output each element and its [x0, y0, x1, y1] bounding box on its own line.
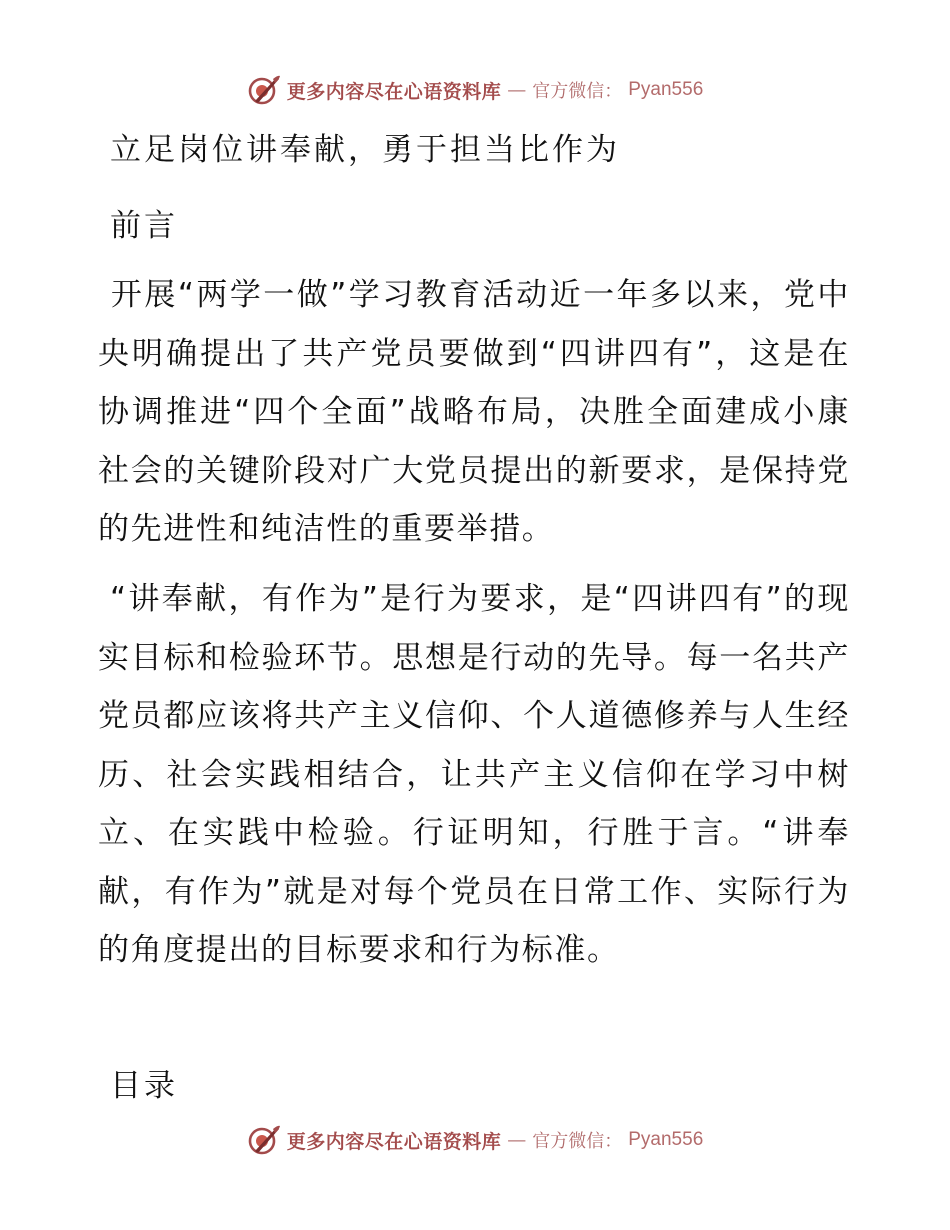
- toc-heading: 目录: [110, 1068, 178, 1104]
- paragraph-intro-text: 开展“两学一做”学习教育活动近一年多以来，党中央明确提出了共产党员要做到“四讲四有”，这是在协调推进“四个全面”战略布局，决胜全面建成小康社会的关键阶段对广大党员提出的新要求，是保持党的先进性和纯洁性的重要举措。: [98, 277, 850, 547]
- watermark-wechat-id: Pyan556: [628, 79, 704, 100]
- watermark-brand-text: 更多内容尽在心语资料库: [286, 80, 502, 103]
- paragraph-intro: [98, 266, 850, 559]
- paragraph-contribution: [98, 570, 850, 980]
- watermark-separator: —: [507, 1129, 527, 1151]
- paragraph-contribution-text: “讲奉献，有作为”是行为要求，是“四讲四有”的现实目标和检验环节。思想是行动的先导。每一名共产党员都应该将共产主义信仰、个人道德修养与人生经历、社会实践相结合，让共产主义信仰在学习中树立、在实践中检验。行证明知，行胜于言。“讲奉献，有作为”就是对每个党员在日常工作、实际行为的角度提出的目标要求和行为标准。: [98, 581, 850, 968]
- watermark-wechat-id: Pyan556: [628, 1129, 704, 1150]
- preface-heading: 前言: [110, 208, 178, 244]
- quill-pen-logo-icon: [247, 1123, 281, 1157]
- watermark-wechat-label: 官方微信：: [532, 1131, 623, 1152]
- watermark-separator: —: [507, 79, 527, 101]
- watermark-wechat-label: 官方微信：: [532, 81, 623, 102]
- document-title: 立足岗位讲奉献，勇于担当比作为: [110, 132, 620, 168]
- watermark-brand-text: 更多内容尽在心语资料库: [286, 1130, 502, 1153]
- footer-watermark-banner: [0, 1120, 950, 1160]
